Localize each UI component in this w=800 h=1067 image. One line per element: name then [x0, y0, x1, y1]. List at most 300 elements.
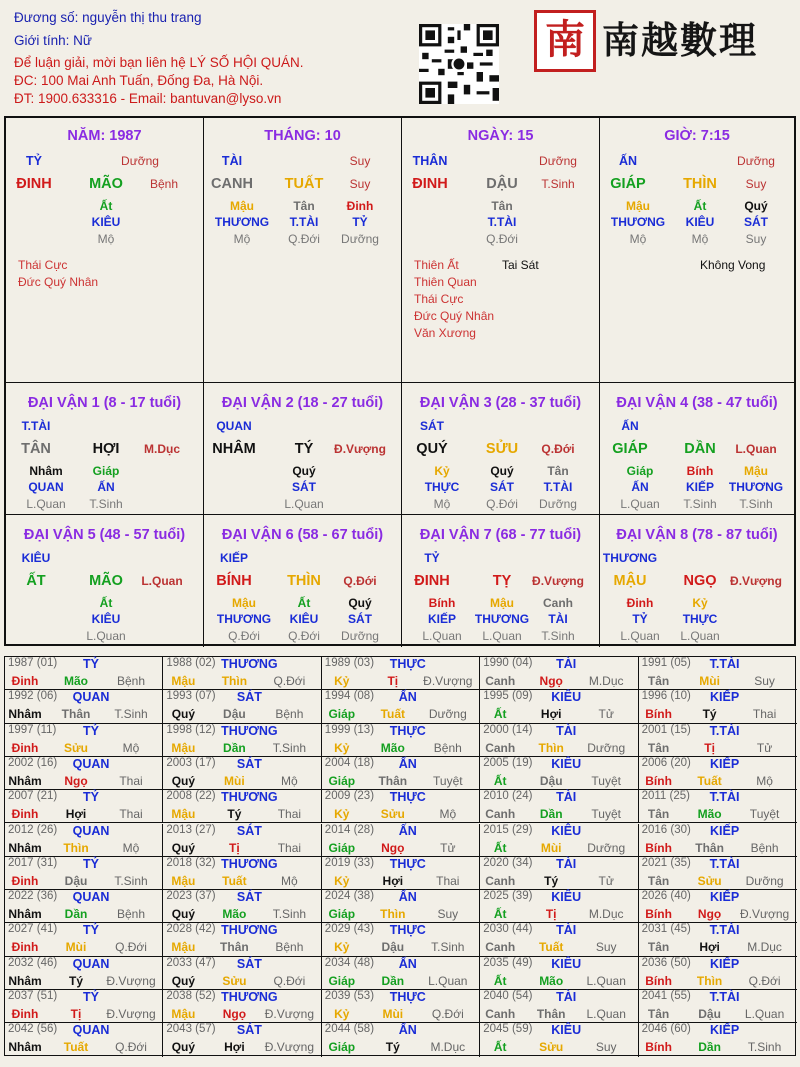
year-stem: Kỷ	[334, 674, 350, 688]
dai-van-relation: TỶ	[424, 551, 440, 565]
year-stem: Bính	[645, 840, 672, 855]
year-cell	[480, 690, 638, 723]
dai-van-hidden-stem: Mậu	[232, 596, 256, 610]
dai-van-stage: L.Quan	[735, 442, 777, 456]
year-relation: KIẾP	[710, 756, 740, 771]
year-label: 1987 (01)	[8, 657, 58, 669]
year-label: 1992 (06)	[8, 690, 58, 703]
year-stem: Quý	[171, 973, 196, 988]
year-stage: Dưỡng	[587, 840, 626, 855]
year-relation: ẤN	[398, 890, 417, 905]
year-label: 2017 (31)	[8, 856, 58, 869]
year-branch: Dậu	[698, 1007, 721, 1021]
year-stem: Canh	[485, 740, 516, 755]
year-label: 1995 (09)	[483, 690, 533, 703]
dai-van-hidden-relation: KIÊU	[91, 612, 121, 626]
year-label: 2038 (52)	[166, 990, 216, 1002]
year-relation: SÁT	[236, 1023, 262, 1038]
year-cell	[163, 657, 321, 690]
year-label: 2024 (38)	[324, 890, 375, 903]
year-relation: KIÊU	[551, 690, 582, 705]
year-label: 2042 (56)	[8, 1023, 58, 1036]
year-branch: Tuất	[697, 773, 722, 788]
year-stem: Mậu	[171, 807, 196, 822]
dai-van-hidden-stem: Kỷ	[434, 464, 450, 478]
year-label: 2039 (53)	[324, 990, 375, 1002]
year-stem: Kỷ	[334, 1007, 350, 1021]
dai-van-hidden-relation: THƯƠNG	[474, 612, 530, 626]
dai-van-hidden-stage: T.Sinh	[739, 497, 773, 511]
dai-van-hidden-relation: QUAN	[28, 480, 64, 494]
contact-note-text: Để luận giải, mời bạn liên hệ LÝ SỐ HỘI QUÁN.	[14, 55, 304, 70]
year-branch: Thân	[695, 840, 724, 855]
hidden-relation: SÁT	[744, 215, 768, 229]
hidden-relation: THƯƠNG	[610, 215, 666, 229]
year-relation: QUAN	[72, 756, 110, 771]
earthly-branch: MÃO	[89, 176, 123, 192]
year-label: 2028 (42)	[166, 923, 216, 936]
dai-van-hidden-stage: T.Sinh	[541, 629, 575, 643]
dai-van-hidden-stem: Quý	[490, 464, 514, 478]
year-label: 2036 (50)	[641, 956, 691, 969]
year-branch: Thân	[220, 940, 249, 955]
year-stage: M.Dục	[588, 907, 624, 922]
year-stem: Quý	[171, 1040, 196, 1055]
year-stage: T.Sinh	[114, 707, 148, 722]
year-stage: Q.Đới	[431, 1007, 464, 1021]
year-stage: Mộ	[122, 740, 140, 755]
year-stage: Mộ	[756, 773, 773, 788]
year-stage: Suy	[754, 674, 775, 688]
year-stage: Tuyệt	[591, 773, 621, 788]
dai-van-cell	[6, 515, 204, 647]
dai-van-stage: Đ.Vượng	[730, 574, 782, 588]
dai-van-hidden-stage: Q.Đới	[288, 629, 320, 643]
year-label: 1997 (11)	[8, 723, 57, 736]
dai-van-hidden-relation: ẤN	[97, 480, 115, 494]
year-label: 2003 (17)	[166, 756, 216, 769]
year-relation: QUAN	[72, 890, 110, 905]
year-cell	[480, 657, 638, 690]
year-cell	[480, 890, 638, 923]
header	[0, 0, 800, 112]
year-label: 2030 (44)	[483, 923, 533, 936]
dai-van-stem: TÂN	[21, 441, 51, 457]
year-label: 2006 (20)	[641, 756, 691, 769]
year-cell	[163, 724, 321, 757]
year-cell	[639, 957, 797, 990]
year-cell	[163, 824, 321, 857]
dai-van-cell	[600, 515, 794, 647]
year-relation: T.TÀI	[709, 790, 740, 805]
year-branch: Tý	[68, 973, 84, 988]
year-relation: THỰC	[389, 923, 426, 938]
year-relation: TỶ	[83, 790, 99, 805]
year-label: 1994 (08)	[324, 690, 375, 703]
dai-van-branch: MÃO	[89, 573, 123, 589]
year-relation: KIÊU	[551, 956, 582, 971]
year-label: 2014 (28)	[324, 823, 375, 836]
star-good: Thái Cực	[414, 292, 464, 306]
year-branch: Dậu	[64, 873, 88, 888]
year-label: 1991 (05)	[641, 657, 691, 669]
year-stage: Thai	[119, 807, 143, 822]
year-branch: Mùi	[382, 1007, 404, 1021]
dai-van-hidden-relation: TÀI	[548, 612, 568, 626]
year-cell	[480, 1023, 638, 1056]
star-good: Thái Cực	[18, 258, 68, 272]
year-stem: Canh	[485, 807, 516, 822]
year-branch: Tị	[70, 1007, 82, 1021]
year-branch: Mão	[222, 907, 247, 922]
pillar-relation: ẤN	[618, 154, 638, 168]
hidden-stage: Mộ	[691, 232, 709, 246]
year-branch: Thân	[536, 1007, 566, 1021]
year-stage: Mộ	[122, 840, 140, 855]
year-cell	[480, 790, 638, 823]
year-relation: KIẾP	[710, 1023, 740, 1038]
year-cell	[5, 757, 163, 790]
year-cell	[322, 824, 480, 857]
year-stem: Quý	[171, 773, 196, 788]
year-cell	[163, 990, 321, 1023]
year-label: 2034 (48)	[324, 956, 375, 969]
branch-stage: Suy	[745, 177, 767, 191]
year-relation: SÁT	[236, 690, 262, 705]
year-cell	[639, 757, 797, 790]
year-cell	[322, 857, 480, 890]
year-relation: THỰC	[389, 657, 426, 671]
year-relation: TỶ	[83, 990, 99, 1004]
year-cell	[5, 1023, 163, 1056]
year-relation: THƯƠNG	[221, 990, 278, 1004]
year-cell	[480, 923, 638, 956]
phone-email	[14, 91, 281, 106]
year-stem: Tân	[647, 1007, 670, 1021]
year-stem: Bính	[645, 707, 672, 722]
year-stem: Bính	[645, 773, 672, 788]
dai-van-hidden-stage: Dưỡng	[539, 497, 577, 511]
pillar-cell	[204, 118, 402, 383]
year-relation: SÁT	[236, 956, 262, 971]
dai-van-hidden-stage: Dưỡng	[341, 629, 379, 643]
hidden-stage: Mộ	[97, 232, 115, 246]
year-label: 2035 (49)	[483, 956, 533, 969]
year-stem: Giáp	[328, 707, 356, 722]
pillar-relation: THÂN	[412, 154, 448, 168]
hidden-stage: Dưỡng	[341, 232, 379, 246]
year-stem: Nhâm	[8, 840, 42, 855]
year-branch: Thìn	[380, 907, 406, 922]
year-cell	[163, 757, 321, 790]
year-cell	[5, 857, 163, 890]
dai-van-hidden-stem: Kỷ	[692, 596, 708, 610]
year-stage: Q.Đới	[748, 973, 781, 988]
hidden-stem: Mậu	[626, 199, 650, 213]
year-stem: Giáp	[328, 973, 356, 988]
dai-van-branch: NGỌ	[683, 573, 717, 589]
year-branch: Mão	[64, 674, 88, 688]
branch-stage: Suy	[349, 177, 371, 191]
year-branch: Thân	[61, 707, 91, 722]
year-label: 2016 (30)	[641, 823, 691, 836]
year-cell	[5, 990, 163, 1023]
year-branch: Tuất	[380, 707, 406, 722]
branch-stage: T.Sinh	[541, 177, 575, 191]
hidden-stem: Tân	[293, 199, 315, 213]
branch-stage: Bệnh	[149, 177, 179, 191]
gender: Giới tính: Nữ	[14, 33, 92, 48]
year-label: 2033 (47)	[166, 956, 216, 969]
year-stage: Q.Đới	[115, 1040, 147, 1055]
year-label: 2041 (55)	[641, 990, 691, 1002]
year-stage: Đ.Vượng	[106, 1007, 156, 1021]
year-stage: Thai	[277, 807, 302, 822]
year-branch: Mùi	[224, 773, 245, 788]
year-stem: Đinh	[11, 1007, 39, 1021]
pillar-life-stage: Dưỡng	[121, 154, 159, 168]
dai-van-hidden-stage: T.Sinh	[89, 497, 123, 511]
year-relation: QUAN	[72, 690, 110, 705]
year-branch: Sửu	[380, 807, 405, 822]
year-branch: Hợi	[65, 807, 87, 822]
year-branch: Sửu	[697, 873, 722, 888]
pillar-life-stage: Dưỡng	[539, 154, 577, 168]
hidden-stem: Mậu	[230, 199, 254, 213]
year-branch: Tị	[545, 907, 557, 922]
year-stage: L.Quan	[744, 1007, 785, 1021]
year-stem: Giáp	[328, 773, 356, 788]
year-relation: T.TÀI	[709, 990, 740, 1004]
year-branch: Tý	[544, 873, 559, 888]
year-label: 2040 (54)	[483, 990, 533, 1002]
hidden-stage: Q.Đới	[486, 232, 518, 246]
year-stem: Mậu	[171, 1007, 196, 1021]
year-cell	[5, 724, 163, 757]
year-branch: Tý	[227, 807, 242, 822]
year-cell	[5, 824, 163, 857]
year-label: 1990 (04)	[483, 657, 533, 669]
year-branch: Hợi	[699, 940, 720, 955]
dai-van-hidden-stem: Mậu	[744, 464, 768, 478]
year-cell	[163, 790, 321, 823]
year-label: 2001 (15)	[641, 723, 691, 736]
year-stem: Nhâm	[8, 707, 42, 722]
year-relation: KIÊU	[551, 756, 582, 771]
dai-van-relation: THƯƠNG	[602, 551, 658, 565]
year-stage: M.Dục	[430, 1040, 466, 1055]
year-cell	[163, 1023, 321, 1056]
dai-van-cell	[402, 383, 600, 515]
pillar-cell	[600, 118, 794, 383]
brand-title: 南越數理	[602, 18, 758, 62]
year-cell	[480, 990, 638, 1023]
year-cell	[322, 757, 480, 790]
year-stage: Bệnh	[116, 907, 146, 922]
year-stage: Tuyệt	[433, 773, 463, 788]
year-relation: THƯƠNG	[221, 657, 278, 671]
year-stem: Nhâm	[8, 1040, 42, 1055]
year-relation: THƯƠNG	[221, 923, 278, 938]
year-branch: Dậu	[381, 940, 405, 955]
year-branch: Tuất	[538, 940, 564, 955]
dai-van-hidden-stage: Q.Đới	[228, 629, 260, 643]
year-stage: Q.Đới	[115, 940, 147, 955]
year-label: 1993 (07)	[166, 690, 216, 703]
year-branch: Ngọ	[64, 773, 88, 788]
year-stem: Tân	[647, 873, 670, 888]
year-stage: Đ.Vượng	[264, 1040, 315, 1055]
year-branch: Dần	[64, 907, 88, 922]
year-label: 1999 (13)	[324, 723, 375, 736]
seal-stamp	[534, 10, 596, 72]
year-stem: Đinh	[11, 740, 39, 755]
dai-van-hidden-stem: Mậu	[490, 596, 514, 610]
year-stage: Q.Đới	[273, 674, 306, 688]
year-relation: TÀI	[556, 856, 577, 871]
year-relation: KIẾP	[710, 690, 740, 705]
year-relation: T.TÀI	[709, 923, 740, 938]
dai-van-hidden-relation: KIÊU	[289, 612, 319, 626]
phone-email-text: ĐT: 1900.633316 - Email: bantuvan@lyso.vn	[14, 91, 282, 106]
dai-van-title: ĐẠI VẬN 6 (58 - 67 tuổi)	[221, 527, 384, 543]
dai-van-branch: HỢI	[92, 441, 120, 457]
year-cell	[322, 990, 480, 1023]
dai-van-hidden-stage: Q.Đới	[486, 497, 518, 511]
year-stem: Kỷ	[334, 740, 350, 755]
year-stage: Bệnh	[750, 840, 779, 855]
dai-van-hidden-relation: THỰC	[424, 480, 460, 494]
year-relation: ẤN	[398, 756, 417, 771]
dai-van-branch: SỬU	[485, 441, 519, 457]
hidden-relation: T.TÀI	[289, 215, 319, 229]
year-label: 2045 (59)	[483, 1023, 533, 1036]
dai-van-branch: TỴ	[492, 573, 512, 589]
year-stem: Tân	[647, 740, 670, 755]
dai-van-hidden-stage: L.Quan	[620, 629, 660, 643]
year-stem: Đinh	[11, 674, 39, 688]
pillar-title: NĂM: 1987	[67, 128, 142, 144]
pillar-relation: TÀI	[221, 154, 243, 168]
dai-van-title: ĐẠI VẬN 8 (78 - 87 tuổi)	[616, 527, 778, 543]
year-stem: Quý	[171, 840, 196, 855]
year-relation: THƯƠNG	[221, 790, 278, 805]
year-cell	[639, 690, 797, 723]
year-stage: Tuyệt	[591, 807, 621, 822]
year-stage: Thai	[436, 873, 460, 888]
year-branch: Tị	[387, 674, 399, 688]
heavenly-stem: GIÁP	[610, 176, 646, 192]
year-relation: TÀI	[556, 657, 577, 671]
dai-van-hidden-stem: Giáp	[626, 464, 654, 478]
year-stem: Nhâm	[8, 973, 42, 988]
year-cell	[639, 857, 797, 890]
year-stage: Dưỡng	[745, 873, 784, 888]
dai-van-branch: TÝ	[294, 441, 314, 457]
dai-van-hidden-stem: Bính	[428, 596, 456, 610]
year-relation: THỰC	[389, 790, 426, 805]
address	[14, 73, 263, 88]
year-stem: Canh	[485, 674, 516, 688]
dai-van-hidden-relation: SÁT	[490, 480, 514, 494]
year-label: 2002 (16)	[8, 756, 58, 769]
year-branch: Thìn	[63, 840, 89, 855]
year-stage: T.Sinh	[431, 940, 465, 955]
year-relation: KIẾP	[710, 956, 740, 971]
dai-van-hidden-stem: Ất	[99, 596, 113, 610]
dai-van-cell	[6, 383, 204, 515]
year-cell	[480, 757, 638, 790]
year-label: 2046 (60)	[641, 1023, 691, 1036]
hidden-stage: Mộ	[233, 232, 251, 246]
year-cell	[163, 890, 321, 923]
dai-van-title: ĐẠI VẬN 3 (28 - 37 tuổi)	[419, 395, 582, 411]
year-stem: Nhâm	[8, 773, 42, 788]
dai-van-cell	[204, 383, 402, 515]
year-relation: QUAN	[72, 956, 110, 971]
year-relation: ẤN	[398, 956, 417, 971]
year-stage: L.Quan	[428, 973, 468, 988]
contact-note	[14, 55, 303, 70]
dai-van-stage: M.Dục	[144, 442, 180, 456]
address-text: ĐC: 100 Mai Anh Tuấn, Đống Đa, Hà Nội.	[14, 73, 264, 88]
year-cell	[639, 824, 797, 857]
year-label: 2031 (45)	[641, 923, 691, 936]
year-branch: Mùi	[699, 674, 720, 688]
year-stage: Tử	[598, 873, 614, 888]
year-cell	[480, 857, 638, 890]
year-cell	[5, 890, 163, 923]
dai-van-relation: SÁT	[420, 419, 444, 433]
year-stem: Tân	[647, 674, 670, 688]
year-label: 2015 (29)	[483, 823, 533, 836]
year-label: 2022 (36)	[8, 890, 58, 903]
year-branch: Tuất	[222, 873, 247, 888]
year-relation: KIÊU	[551, 823, 582, 838]
dai-van-stem: MẬU	[613, 573, 647, 589]
year-label: 2013 (27)	[166, 823, 216, 836]
year-stage: Bệnh	[275, 940, 304, 955]
year-stage: T.Sinh	[747, 1040, 782, 1055]
year-branch: Dần	[539, 807, 563, 822]
year-branch: Mão	[380, 740, 405, 755]
heavenly-stem: ĐINH	[412, 176, 448, 192]
year-stage: Q.Đới	[273, 973, 306, 988]
dai-van-hidden-stem: Canh	[543, 596, 573, 610]
year-stem: Kỷ	[334, 940, 350, 955]
year-stem: Kỷ	[334, 807, 350, 822]
year-branch: Thìn	[221, 674, 248, 688]
year-branch: Dậu	[539, 773, 563, 788]
year-stem: Canh	[485, 873, 516, 888]
dai-van-hidden-relation: SÁT	[292, 480, 316, 494]
year-relation: KIÊU	[551, 1023, 582, 1038]
year-cell	[163, 857, 321, 890]
dai-van-cell	[600, 383, 794, 515]
dai-van-stem: QUÝ	[416, 441, 448, 457]
year-stem: Kỷ	[334, 873, 350, 888]
year-label: 2019 (33)	[324, 856, 375, 869]
dai-van-stage: Đ.Vượng	[532, 574, 584, 588]
dai-van-hidden-stem: Bính	[686, 464, 714, 478]
dai-van-hidden-stage: L.Quan	[482, 629, 522, 643]
year-stem: Mậu	[171, 873, 196, 888]
year-branch: Dậu	[223, 707, 246, 722]
star-good: Văn Xương	[414, 326, 476, 340]
hidden-relation: KIÊU	[685, 215, 715, 229]
year-stage: Đ.Vượng	[106, 973, 156, 988]
year-cell	[322, 957, 480, 990]
